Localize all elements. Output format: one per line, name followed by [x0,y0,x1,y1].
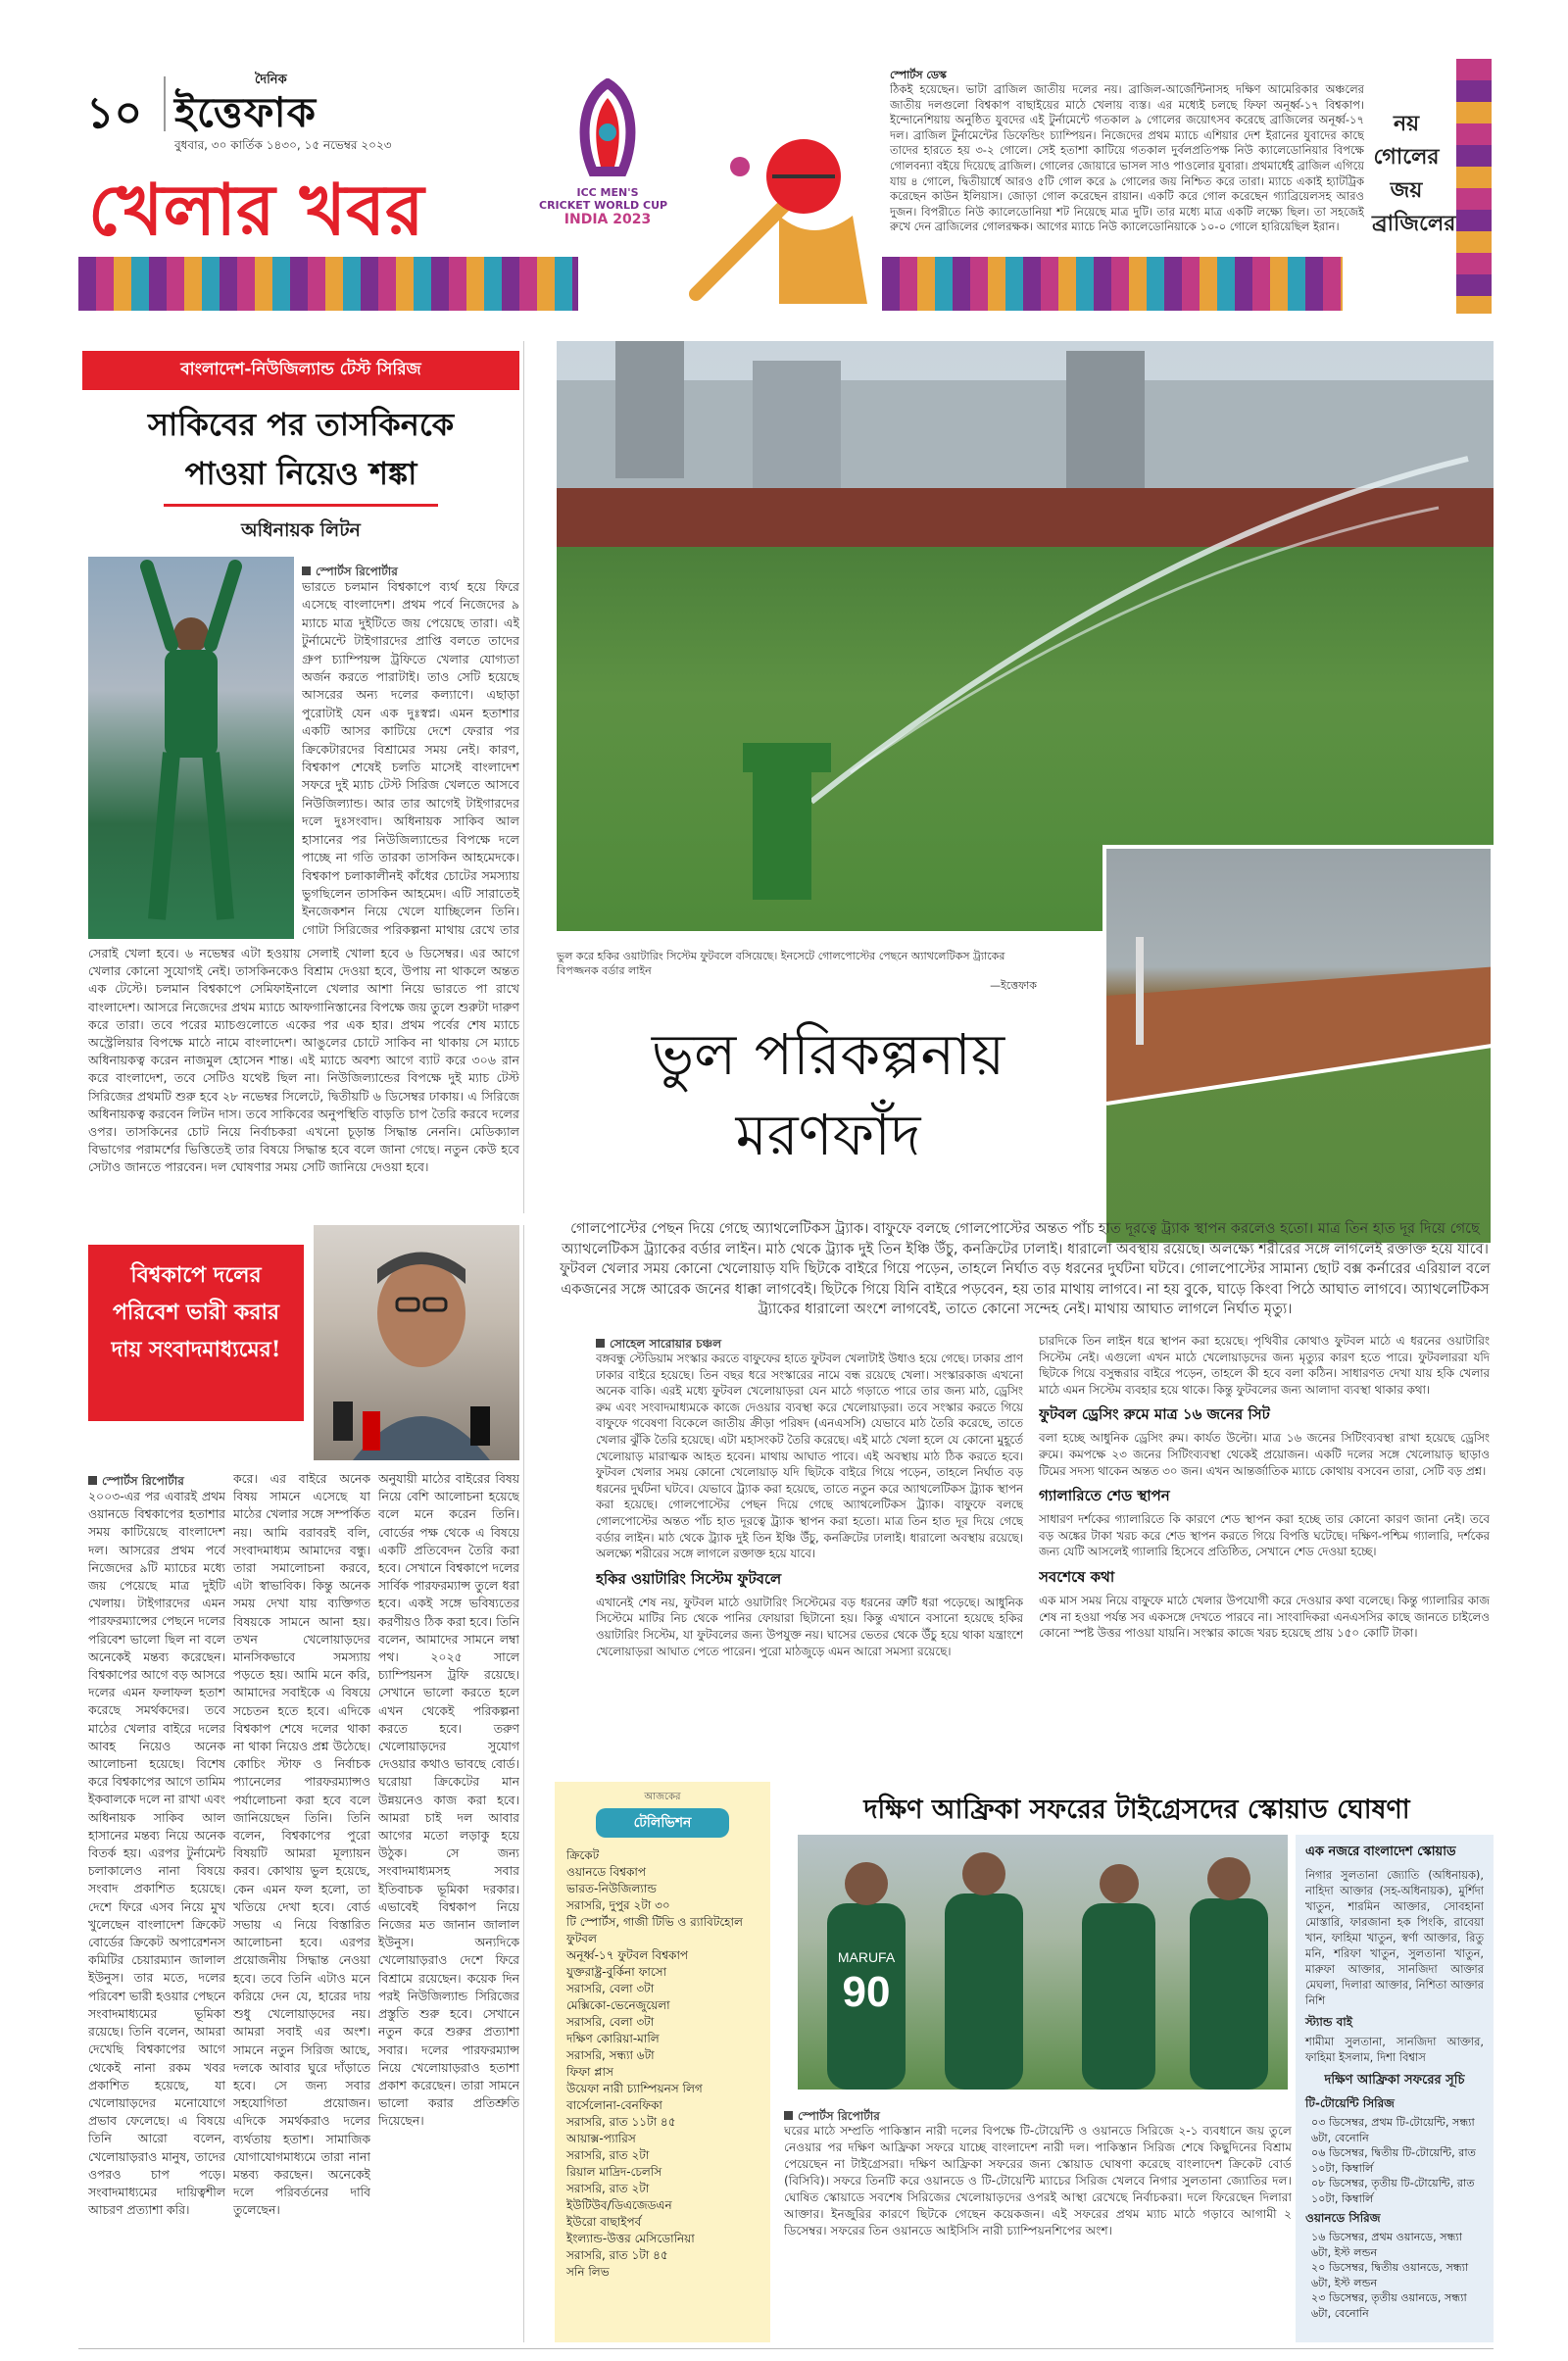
shakib-story [78,341,524,1213]
tv-listing-line: বার্সেলোনা-বেনফিকা [566,2098,662,2112]
headline-underline [164,504,438,507]
tv-listing-line: সরাসরি, রাত ১১টা ৪৫ [566,2115,676,2129]
subhead: সবশেষে কথা [1039,1567,1115,1586]
tv-listing-line: সনি লিভ [566,2265,610,2279]
media-headline: বিশ্বকাপে দলের পরিবেশ ভারী করার দায় সংবাদমাধ্যমের! [111,1262,281,1362]
stadium-body [557,1333,1494,1764]
reserve-list: শামীমা সুলতানা, সানজিদা আক্তার, ফাহিমা ইসলাম, দিশা বিশ্বাস [1305,2035,1484,2064]
tv-listing-line: দক্ষিণ কোরিয়া-মালি [566,2032,660,2045]
women-kicker: স্পোর্টস রিপোর্টার [784,2109,880,2123]
tv-listing-line: ভারত-নিউজিল্যান্ড [566,1882,657,1895]
tv-listing-line: সরাসরি, বেলা ৩টা [566,1982,655,1995]
headline-line: ভুল পরিকল্পনায় [651,1021,1005,1088]
stadium-sprinkler-scene [557,341,1494,931]
squad-list: নিগার সুলতানা জ্যোতি (অধিনায়ক), নাহিদা আক্তার (সহ-অধিনায়ক), মুর্শিদা খাতুন, শারমিন আক্তার, সোবহানা মোস্তারি, ফারজানা হক পিংকি, রাবেয়া খান, ফাহিমা খাতুন, স্বর্ণা আক্তার, রিতু মনি, শরিফা খাতুন, সুলতানা খাতুন, মারুফা আক্তার, সানজিদা আক্তার মেঘলা, দিলারা আক্তার, নিশিতা আক্তার নিশি [1305,1868,1484,2007]
stadium-caption [557,949,1037,993]
squad-box [1296,1835,1494,2342]
stadium-kicker: সোহেল সারোয়ার চঞ্চল [596,1337,721,1351]
tv-listing-line: সরাসরি, রাত ১টা ৪৫ [566,2248,668,2262]
jersey-number: 90 [842,1968,891,2016]
headline-word: গোলের [1373,145,1440,170]
fixture-item: ২০ ডিসেম্বর, দ্বিতীয় ওয়ানডে, সন্ধ্যা ৬টা, ইস্ট লন্ডন [1311,2261,1469,2289]
stadium-col1: বঙ্গবন্ধু স্টেডিয়াম সংস্কার করতে বাফুফের হাতে ফুটবল খেলাটাই উধাও হয়ে গেছে। ঢাকার প্রাণ ঢাকার বাইরে হয়েছে। তিন বছর ধরে সংস্কারের নামে বন্ধ রয়েছে খেলা। সংস্কারকাজ এখনো অনেক বাকি। এরই মধ্যে ফুটবল খেলোয়াড়রা যেন মাঠে গড়াতে পারে তার জন্য মাঠ, ড্রেসিং রুম এবং সংবাদমাধ্যমকে কাজে দেওয়ার ব্যবস্থা করে খেলোয়াড়রা। তবে সংস্কার করতে গিয়ে বাফুফে গবেষণা বিকেলে জাতীয় ক্রীড়া পরিষদ (এনএসসি) যেভাবে মাঠ তৈরি করেছে, তাতে খেলার ঝুঁকি তৈরি হয়েছে। এটা মহাসংকট তৈরি করেছে। এই মাঠে খেলা হলে যে কোনো মুহূর্তে খেলোয়াড় মারাত্মক আহত হবেন। মাথায় আঘাত পাবে। এই অবস্থায় মাঠ ঠিক করতে হবে। ফুটবল খেলার সময় কোনো খেলোয়াড় যদি ছিটকে বাইরে গিয়ে পড়েন, তাহলে নির্ঘাত বড় ধরনের দুর্ঘটনা ঘটবে। যেভাবে ট্র্যাক করা হয়েছে, তাতে নতুন করে অ্যাথলেটিকস ট্র্যাক স্থাপন করা হয়েছে। গোলপোস্টের পেছন দিয়ে গেছে অ্যাথলেটিকস ট্র্যাক। বাফুফে বলছে গোলপোস্টের অন্তত পাঁচ হাত দূরত্বে ট্র্যাক স্থাপন করা হতো। মাত্র তিন হাত দূর দিয়ে গেছে বর্ডার লাইন। মাঠ থেকে ট্র্যাক দুই তিন ইঞ্চি উঁচু, কনক্রিটের ঢালাই। ধারালো অবস্থায় রয়েছে। অলক্ষ্যে শরীরের সঙ্গে লাগলে রক্তাক্ত হয়ে যাবে। হকির ওয়াটারিং সিস্টেম ফুটবলে এখানেই শেষ নয়, ফুটবল মাঠে ওয়াটারিং সিস্টেমের বড় ধরনের ত্রুটি ধরা পড়েছে। আধুনিক সিস্টেমে মাটির নিচ থেকে পানির ফোয়ারা ছিটানো হয়। কিন্তু এখানে বসানো হয়েছে হকির ওয়াটারিং সিস্টেম, যা ফুটবলের জন্য উপযুক্ত নয়। ঘাসের ভেতর থেকে উঁচু হয়ে থাকা যন্ত্রাংশে খেলোয়াড়রা আঘাত পেতে পারেন। পুরো মাঠজুড়ে এমন আরো সমস্যা রয়েছে। [596,1352,1023,1658]
team-photo [798,1835,1288,2090]
tv-listing-line: উয়েফা নারী চ্যাম্পিয়নস লিগ [566,2082,703,2095]
headline-word: জয় [1390,178,1423,203]
tv-tag: আজকের [644,1792,681,1802]
stadium-headline [564,1014,1093,1175]
kicker-label: স্পোর্টস রিপোর্টার [302,565,398,578]
logo-line1: ICC MEN'S [576,186,639,199]
photo-credit: —ইত্তেফাক [990,979,1037,992]
fixture-item: ২৩ ডিসেম্বর, তৃতীয় ওয়ানডে, সন্ধ্যা ৬টা, বেনোনি [1311,2291,1467,2320]
top-story-text: ঠিকই হয়েছেন। ভাটা ব্রাজিল জাতীয় দলের নয়। ব্রাজিল-আর্জেন্টিনাসহ দক্ষিণ আমেরিকার অঞ্চলের জাতীয় দলগুলো বিশ্বকাপ বাছাইয়ের মাঠে খেলায় ব্যস্ত। এর মধ্যেই চলছে ফিফা অনূর্ধ্ব-১৭ বিশ্বকাপ। ইন্দোনেশিয়ায় অনুষ্ঠিত যুবদের এই টুর্নামেন্টে গতকাল ৯ গোলের জয়োৎসব করেছে ব্রাজিলের অনূর্ধ্ব-১৭ দল। ব্রাজিল টুর্নামেন্টের ডিফেন্ডিং চ্যাম্পিয়ন। নিজেদের প্রথম ম্যাচে এশিয়ার দেশ ইরানের যুবাদের কাছে তাদের হারতে হয় ৩-২ গোলে। সেই হতাশা কাটিয়ে গতকাল দুর্বলপ্রতিপক্ষ নিউ ক্যালেডোনিয়ার বিপক্ষে গোলবন্যা বইয়ে দিয়েছে ব্রাজিল। গোলের জোয়ারে ভাসল সাও পাওলোর যুবারা। প্রথমার্ধেই ব্রাজিল এগিয়ে যায় ৪ গোলে, দ্বিতীয়ার্ধে আরও ৫টি গোল করে ৯ গোলের জয় নিশ্চিত করে তারা। ম্যাচে একাই হ্যাটট্রিক করেছেন কাউন ইলিয়াস। জোড়া গোল করেছেন রায়ান। একটি করে গোল করেছেন গ্যাব্রিয়েলসহ আরও দুজন। বিপরীতে নিউ ক্যালেডোনিয়া শট নিয়েছে মাত্র দুটি। তার মধ্যে মাত্র একটি লক্ষ্যে ছিল। তা সহজেই রুখে দেন ব্রাজিলের গোলরক্ষক। আগের ম্যাচে নিউ ক্যালেডোনিয়াকে ১০-০ গোলে হারিয়েছিল ইরান। [890,82,1364,234]
headline-word: ব্রাজিলের [1372,212,1456,236]
decorative-strip [78,257,578,311]
women-text: ঘরের মাঠে সম্প্রতি পাকিস্তান নারী দলের বিপক্ষে টি-টোয়েন্টি ও ওয়ানডে সিরিজে ২-১ ব্যবধানে জয় তুলে নেওয়ার পর দক্ষিণ আফ্রিকা সফরে যাচ্ছে বাংলাদেশ নারী দল। পাকিস্তান সিরিজ শেষে কিছুদিনের বিশ্রাম পেয়েছেন না টাইগ্রেসরা। দক্ষিণ আফ্রিকা সফরের জন্য স্কোয়াড ঘোষণা করেছে বাংলাদেশ ক্রিকেট বোর্ড (বিসিবি)। সফরে তিনটি করে ওয়ানডে ও টি-টোয়েন্টি ম্যাচের সিরিজ খেলবে নিগার সুলতানা জ্যোতির দল। ঘোষিত স্কোয়াডে সবশেষ সিরিজের খেলোয়াড়দের ওপরই আস্থা রেখেছে নির্বাচকরা। দলে ফিরেছেন দিলারা আক্তার। ইনজুরির কারণে ছিটকে গেছেন কয়েকজন। এই সফরের প্রথম ম্যাচ মাঠে গড়াবে আগামী ২ ডিসেম্বর। সফরের তিন ওয়ানডে আইসিসি নারী চ্যাম্পিয়নশিপের অংশ। [784,2124,1292,2238]
tv-listing-line: ফুটবল [566,1932,597,1945]
women-headline: দক্ষিণ আফ্রিকা সফরের টাইগ্রেসদের স্কোয়াড ঘোষণা [863,1795,1410,1825]
top-story-headline [1372,108,1456,241]
batsman-illustration [686,108,882,309]
shakib-headline [78,400,523,498]
media-story [78,1225,524,2342]
paper-logo: ইত্তেফাক [174,88,318,136]
odi-list [1305,2230,1484,2321]
logo-line3: INDIA 2023 [564,212,652,227]
section-title: খেলার খবর [88,168,424,251]
players-in-jerseys [798,1835,1288,2090]
media-col1: ২০০৩-এর পর এবারই প্রথম ওয়ানডে বিশ্বকাপের হতাশার সময় কাটিয়েছে বাংলাদেশ দল। আসরের প্রথম পর্বে নিজেদের ৯টি ম্যাচের মধ্যে জয় পেয়েছে মাত্র দুইটি খেলায়। টাইগারদের এমন পারফরম্যান্সের পেছনে দলের পরিবেশ ভালো ছিল না বলে অনেকেই মন্তব্য করেছেন। বিশ্বকাপের আগে বড় আসরে দলের এমন ফলাফল হতাশ করেছে সমর্থকদের। তবে মাঠের খেলার বাইরে দলের আবহ নিয়েও অনেক আলোচনা হয়েছে। বিশেষ করে বিশ্বকাপের আগে তামিম ইকবালকে দলে না রাখা এবং অধিনায়ক সাকিব আল হাসানের মন্তব্য নিয়ে অনেক বিতর্ক হয়। এরপর টুর্নামেন্ট চলাকালেও নানা বিষয়ে সংবাদ প্রকাশিত হয়েছে। দেশে ফিরে এসব নিয়ে মুখ খুলেছেন বাংলাদেশ ক্রিকেট বোর্ডের ক্রিকেট অপারেশনস কমিটির চেয়ারম্যান জালাল ইউনুস। তার মতে, দলের পরিবেশ ভারী হওয়ার পেছনে সংবাদমাধ্যমের ভূমিকা রয়েছে। তিনি বলেন, আমরা দেখেছি বিশ্বকাপের আগে থেকেই নানা রকম খবর প্রকাশিত হয়েছে, যা খেলোয়াড়দের মনোযোগে প্রভাব ফেলেছে। এ বিষয়ে তিনি আরো বলেন, খেলোয়াড়রাও মানুষ, তাদের ওপরও চাপ পড়ে। সংবাদমাধ্যমের দায়িত্বশীল আচরণ প্রত্যাশা করি। [88,1489,225,2218]
media-headline-box [88,1245,304,1421]
series-tag: বাংলাদেশ-নিউজিল্যান্ড টেস্ট সিরিজ [82,351,519,390]
tv-listing-line: টি স্পোর্টস, গাজী টিভি ও র‍্যাবিটহোল [566,1915,743,1929]
tv-listing-line: ইউটিউব/ডিএজেডএন [566,2198,672,2212]
stadium-col2: চারদিকে তিন লাইন ধরে স্থাপন করা হয়েছে। পৃথিবীর কোথাও ফুটবল মাঠে এ ধরনের ওয়াটারিং সিস্টেম নেই। এগুলো এখন মাঠে খেলোয়াড়দের জন্য মৃত্যুর কারণ হতে পারে। ফুটবলাররা যদি ছিটকে গিয়ে বসুন্ধরার বাইরে পড়েন, তাহলে কী হবে বলা কঠিন। সাধারণত দেখা যায় হকি খেলার মাঠে এমন সিস্টেম ব্যবহার হয়ে থাকে। কিন্তু ফুটবলের জন্য আলাদা ব্যবস্থা থাকার কথা। ফুটবল ড্রেসিং রুমে মাত্র ১৬ জনের সিট বলা হচ্ছে আধুনিক ড্রেসিং রুম। কার্যত উল্টো। মাত্র ১৬ জনের সিটিংব্যবস্থা রাখা হয়েছে ড্রেসিং রুমে। কমপক্ষে ২৩ জনের সিটিংব্যবস্থা থেকেই প্রয়োজন। একটি দলের সঙ্গে খেলোয়াড় ছাড়াও টিমের সদস্য থাকেন অন্তত ৩০ জন। এখন আন্তর্জাতিক ম্যাচে কোথায় বসবেন তারা, সেটি বড় প্রশ্ন। গ্যালারিতে শেড স্থাপন সাধারণ দর্শকের গ্যালারিতে কি কারণে শেড স্থাপন করা হচ্ছে তার কোনো কারণ জানা নেই। তবে বড় অঙ্কের টাকা খরচ করে শেড স্থাপন করতে গিয়ে বিপত্তি ঘটেছে। দক্ষিণ-পশ্চিম গ্যালারি, দর্শকের জন্য যেটি আসলেই গ্যালারি হিসেবে প্রতিষ্ঠিত, সেখানে শেড দেওয়া হচ্ছে। সবশেষে কথা এক মাস সময় নিয়ে বাফুফে মাঠে খেলার উপযোগী করে দেওয়ার কথা বলেছে। কিন্তু গ্যালারির কাজ শেষ না হওয়া পর্যন্ত সব একসঙ্গে দেখতে পারবে না। সাংবাদিকরা এনএসসির কাছে জানতে চাইলেও কোনো স্পষ্ট উত্তর পাওয়া যায়নি। সংস্কার কাজে খরচ হয়েছে প্রায় ১৫০ কোটি টাকা। [1039,1334,1490,1641]
subhead: ফুটবল ড্রেসিং রুমে মাত্র ১৬ জনের সিট [1039,1405,1270,1424]
tv-guide-box [555,1782,770,2342]
tv-title: টেলিভিশন [596,1808,729,1838]
cricketer-celebrating-icon [88,557,294,939]
stadium-photo [557,341,1494,931]
reserve-title: স্ট্যান্ড বাই [1305,2015,1353,2029]
shakib-subhead: অধিনায়ক লিটন [241,519,361,541]
tv-listing-line: মেক্সিকো-ভেনেজুয়েলা [566,1998,670,2012]
divider [164,76,166,131]
tv-listing-line: সরাসরি, রাত ২টা [566,2148,650,2162]
shakib-col-text: ভারতে চলমান বিশ্বকাপে ব্যর্থ হয়ে ফিরে এসেছে বাংলাদেশ। প্রথম পর্বে নিজেদের ৯ ম্যাচে মাত্র দুইটিতে জয় পেয়েছে তারা। এই টুর্নামেন্টে টাইগারদের প্রাপ্তি বলতে তাদের গ্রুপ চ্যাম্পিয়ন্স ট্রফিতে খেলার যোগ্যতা অর্জন করতে পারাটাই। তাও সেটি হয়েছে আসরের অন্য দলের কল্যাণে। এছাড়া পুরোটাই যেন এক দুঃস্বপ্ন। এমন হতাশার একটি আসর কাটিয়ে দেশে ফেরার পর ক্রিকেটারদের বিশ্রামের সময় নেই। কারণ, বিশ্বকাপ শেষেই চলতি মাসেই বাংলাদেশ সফরে দুই ম্যাচ টেস্ট সিরিজ খেলতে আসবে নিউজিল্যান্ড। আর তার আগেই টাইগারদের দলে দুঃসংবাদ। অধিনায়ক সাকিব আল হাসানের পর নিউজিল্যান্ডের বিপক্ষে দলে পাচ্ছে না গতি তারকা তাসকিন আহমেদকে। বিশ্বকাপ চলাকালীনই কাঁধের চোটের সমস্যায় ভুগছিলেন তাসকিন আহমেদ। এটি সারাতেই ইনজেকশন নিয়ে খেলে যাচ্ছিলেন তিনি। গোটা সিরিজের পরিকল্পনা মাথায় রেখে তার [302,579,519,937]
tv-listing-line: ক্রিকেট [566,1848,600,1862]
subhead: হকির ওয়াটারিং সিস্টেম ফুটবলে [596,1569,782,1588]
tv-listing-line: ফিফা প্লাস [566,2065,613,2079]
tv-listing-line: অনূর্ধ্ব-১৭ ফুটবল বিশ্বকাপ [566,1948,689,1962]
media-col2: করে। এর বাইরে অনেক বিষয় সামনে এসেছে যা মাঠের খেলার সঙ্গে সম্পর্কিত নয়। আমি বরাবরই বলি, সংবাদমাধ্যম আমাদের বন্ধু। তারা সমালোচনা করবে, এটা স্বাভাবিক। কিন্তু অনেক সময় দেখা যায় ব্যক্তিগত বিষয়কে সামনে আনা হয়। তখন খেলোয়াড়দের মানসিকভাবে সমস্যায় পড়তে হয়। আমি মনে করি, আমাদের সবাইকে এ বিষয়ে সচেতন হতে হবে। এদিকে বিশ্বকাপ শেষে দলের থাকা না থাকা নিয়েও প্রশ্ন উঠেছে। কোচিং স্টাফ ও নির্বাচক প্যানেলের পারফরম্যান্সও পর্যালোচনা করা হবে বলে জানিয়েছেন তিনি। তিনি বলেন, বিশ্বকাপের পুরো বিষয়টি আমরা মূল্যায়ন করব। কোথায় ভুল হয়েছে, কেন এমন ফল হলো, তা খতিয়ে দেখা হবে। বোর্ড সভায় এ নিয়ে বিস্তারিত আলোচনা হবে। এরপর প্রয়োজনীয় সিদ্ধান্ত নেওয়া হবে। তবে তিনি এটাও মনে করিয়ে দেন যে, হারের দায় শুধু খেলোয়াড়দের নয়। আমরা সবাই এর অংশ। সামনে নতুন সিরিজ আছে, দলকে আবার ঘুরে দাঁড়াতে হবে। সে জন্য সবার সহযোগিতা প্রয়োজন। এদিকে সমর্থকরাও দলের ব্যর্থতায় হতাশ। সামাজিক যোগাযোগমাধ্যমে তারা নানা মন্তব্য করছেন। অনেকেই দলে পরিবর্তনের দাবি তুলেছেন। [233,1471,370,2218]
player-photo [88,557,294,939]
tv-listing-line: সরাসরি, সন্ধ্যা ৬টা [566,2048,655,2062]
trophy-icon [564,78,652,186]
headline-line: সাকিবের পর তাসকিনকে [147,406,455,443]
schedule-title: দক্ষিণ আফ্রিকা সফরের সূচি [1324,2073,1465,2088]
headline-line: মরণফাঁদ [735,1102,921,1168]
right-decor-bar [1456,59,1492,314]
tv-listing-line: সরাসরি, রাত ২টা [566,2182,650,2195]
tv-listing-line: আয়াক্স-প্যারিস [566,2132,636,2145]
tv-listing-line: সরাসরি, দুপুর ২টা ৩০ [566,1898,670,1912]
fixture-item: ১৬ ডিসেম্বর, প্রথম ওয়ানডে, সন্ধ্যা ৬টা, ইস্ট লন্ডন [1311,2231,1462,2259]
squad-title: এক নজরে বাংলাদেশ স্কোয়াড [1305,1845,1456,1859]
tv-listing-line: রিয়াল মাদ্রিদ-চেলসি [566,2165,662,2179]
tv-listing-line: ওয়ানডে বিশ্বকাপ [566,1865,646,1879]
odi-title: ওয়ানডে সিরিজ [1305,2211,1381,2225]
world-cup-logo [539,78,668,255]
bottom-rule [78,2348,1494,2349]
batsman-icon [686,108,882,309]
headline-word: নয় [1393,112,1420,136]
tv-listing-line: ইউরো বাছাইপর্ব [566,2215,642,2229]
stadium-lead: গোলপোস্টের পেছন দিয়ে গেছে অ্যাথলেটিকস ট্র্যাক। বাফুফে বলছে গোলপোস্টের অন্তত পাঁচ হাত দূরত্বে ট্র্যাক স্থাপন করলেও হতো। মাত্র তিন হাত দূর দিয়ে গেছে অ্যাথলেটিকস ট্র্যাকের বর্ডার লাইন। মাঠ থেকে ট্র্যাক দুই তিন ইঞ্চি উঁচু, কনক্রিটের ঢালাই। ধারালো অবস্থায় রয়েছে। অলক্ষ্যে শরীরের সঙ্গে লাগলেই রক্তাক্ত হয়ে যাবে। ফুটবল খেলার সময় কোনো খেলোয়াড় যদি ছিটকে বাইরে গিয়ে পড়েন, তাহলে নির্ঘাত বড় ধরনের দুর্ঘটনা ঘটবে। গোলপোস্টের সামান্য ছোট বক্স কর্নারের এরিয়াল বলে একজনের সঙ্গে আরেক জনের ধাক্কা লাগবেই। ছিটকে গিয়ে যিনি বাইরে পড়বেন, হয় তার মাথায় লাগবে। না হয় বুকে, ঘাড়ে কিংবা পিঠে আঘাত লাগবে। অ্যাথলেটিকস ট্র্যাকের ধারালো অংশে লাগবেই, তাতে কোনো সন্দেহ নেই। মাথায় আঘাত লাগলে নির্ঘাত মৃত্যু। [560,1220,1491,1317]
page-number: ১০ [86,88,143,138]
caption-text: ভুল করে হকির ওয়াটারিং সিস্টেম ফুটবলে বসিয়েছে। ইনসেটে গোলপোস্টের পেছনে অ্যাথলেটিকস ট্র্যাকের বিপজ্জনক বর্ডার লাইন [557,950,1005,977]
tv-listing-line: ইংল্যান্ড-উত্তর মেসিডোনিয়া [566,2232,695,2245]
t20-list [1305,2115,1484,2206]
shakib-wide-text: সেরাই খেলা হবে। ৬ নভেম্বর এটা হওয়ায় সেলাই খোলা হবে ৬ ডিসেম্বর। এর আগে খেলার কোনো সুযোগই নেই। তাসকিনকেও বিশ্রাম দেওয়া হবে, উপায় না থাকলে অন্তত এক টেস্টে। চলমান বিশ্বকাপে সেমিফাইনালে খেলার আশা নিয়ে ভারতে পা রাখে বাংলাদেশ। আসরে নিজেদের প্রথম ম্যাচে আফগানিস্তানের বিপক্ষে জয় তুলে শুরুটা দারুণ করে তারা। তবে পরের ম্যাচগুলোতে একের পর এক হার। প্রথম পর্বের শেষ ম্যাচে অস্ট্রেলিয়ার বিপক্ষে মাঠে নামে বাংলাদেশ। আঙুলের চোটে সাকিব না থাকায় সে ম্যাচে অধিনায়কত্ব করেন নাজমুল হোসেন শান্ত। এই ম্যাচে অবশ্য আগে ব্যাট করে ৩০৬ রান করে বাংলাদেশ, তবে সেটিও যথেষ্ট ছিল না। নিউজিল্যান্ডের বিপক্ষে দুই ম্যাচ টেস্ট সিরিজের প্রথমটি শুরু হবে ২৮ নভেম্বর সিলেটে, দ্বিতীয়টি ৬ ডিসেম্বর ঢাকায়। এ সিরিজে অধিনায়কত্ব করবেন লিটন দাস। তবে সাকিবের অনুপস্থিতি বাড়তি চাপ তৈরি করবে দলের ওপর। তাসকিনের চোট নিয়ে নির্বাচকরা এখনো চূড়ান্ত সিদ্ধান্ত নেননি। মেডিক্যাল বিভাগের পরামর্শের ভিত্তিতেই তার বিষয়ে সিদ্ধান্ত হবে বলে জানা গেছে। নতুন কেউ হবে সেটাও জানতে পারবেন। দল ঘোষণার সময় সেটি জানিয়ে দেওয়া হবে। [88,946,519,1175]
media-col3: অনুযায়ী মাঠের বাইরের বিষয় নিয়ে বেশি আলোচনা হয়েছে বলে মনে করেন তিনি। বোর্ডের পক্ষ থেকে এ বিষয়ে একটি প্রতিবেদন তৈরি করা হবে। সেখানে বিশ্বকাপে দলের সার্বিক পারফরম্যান্স তুলে ধরা হবে। একই সঙ্গে ভবিষ্যতের করণীয়ও ঠিক করা হবে। তিনি বলেন, আমাদের সামনে লম্বা পথ। ২০২৫ সালে চ্যাম্পিয়নস ট্রফি রয়েছে। সেখানে ভালো করতে হলে এখন থেকেই পরিকল্পনা করতে হবে। তরুণ খেলোয়াড়দের সুযোগ দেওয়ার কথাও ভাবছে বোর্ড। ঘরোয়া ক্রিকেটের মান উন্নয়নেও কাজ করা হবে। আমরা চাই দল আবার আগের মতো লড়াকু হয়ে উঠুক। সে জন্য সংবাদমাধ্যমসহ সবার ইতিবাচক ভূমিকা দরকার। এভাবেই বিশ্বকাপ নিয়ে নিজের মত জানান জালাল ইউনুস। অন্যদিকে খেলোয়াড়রাও দেশে ফিরে বিশ্রামে রয়েছেন। কয়েক দিন পরই নিউজিল্যান্ড সিরিজের প্রস্তুতি শুরু হবে। সেখানে নতুন করে শুরুর প্রত্যাশা সবার। দলের পারফরম্যান্স নিয়ে খেলোয়াড়রাও হতাশা প্রকাশ করেছেন। তারা সামনে ভালো করার প্রতিশ্রুতি দিয়েছেন। [378,1471,519,2129]
tv-listing-line: যুক্তরাষ্ট্র-বুর্কিনা ফাসো [566,1965,667,1979]
media-kicker: স্পোর্টস রিপোর্টার [88,1474,184,1488]
t20-title: টি-টোয়েন্টি সিরিজ [1305,2096,1395,2110]
speaker-with-microphones-icon [314,1225,519,1460]
date-line: বুধবার, ৩০ কার্তিক ১৪৩০, ১৫ নভেম্বর ২০২৩ [174,138,392,152]
headline-line: পাওয়া নিয়েও শঙ্কা [184,455,417,492]
fixture-item: ০৬ ডিসেম্বর, দ্বিতীয় টি-টোয়েন্টি, রাত ১০টা, কিম্বার্লি [1311,2146,1477,2175]
paper-small-label: দৈনিক [255,73,287,87]
official-photo [314,1225,519,1460]
tv-listing-line: সরাসরি, বেলা ৩টা [566,2015,655,2029]
inset-photo [1102,845,1494,1247]
fixture-item: ০৮ ডিসেম্বর, তৃতীয় টি-টোয়েন্টি, রাত ১০টা, কিম্বার্লি [1311,2177,1475,2205]
logo-line2: CRICKET WORLD CUP [539,199,668,212]
tv-list [566,1847,759,2281]
header [0,0,1568,319]
jersey-name: MARUFA [837,1949,896,1965]
subhead: গ্যালারিতে শেড স্থাপন [1039,1487,1170,1505]
fixture-item: ০৩ ডিসেম্বর, প্রথম টি-টোয়েন্টি, সন্ধ্যা ৬টা, বেনোনি [1311,2116,1475,2144]
athletics-track-edge [1106,849,1494,1247]
top-story-kicker: স্পোর্টস ডেস্ক [890,69,947,81]
